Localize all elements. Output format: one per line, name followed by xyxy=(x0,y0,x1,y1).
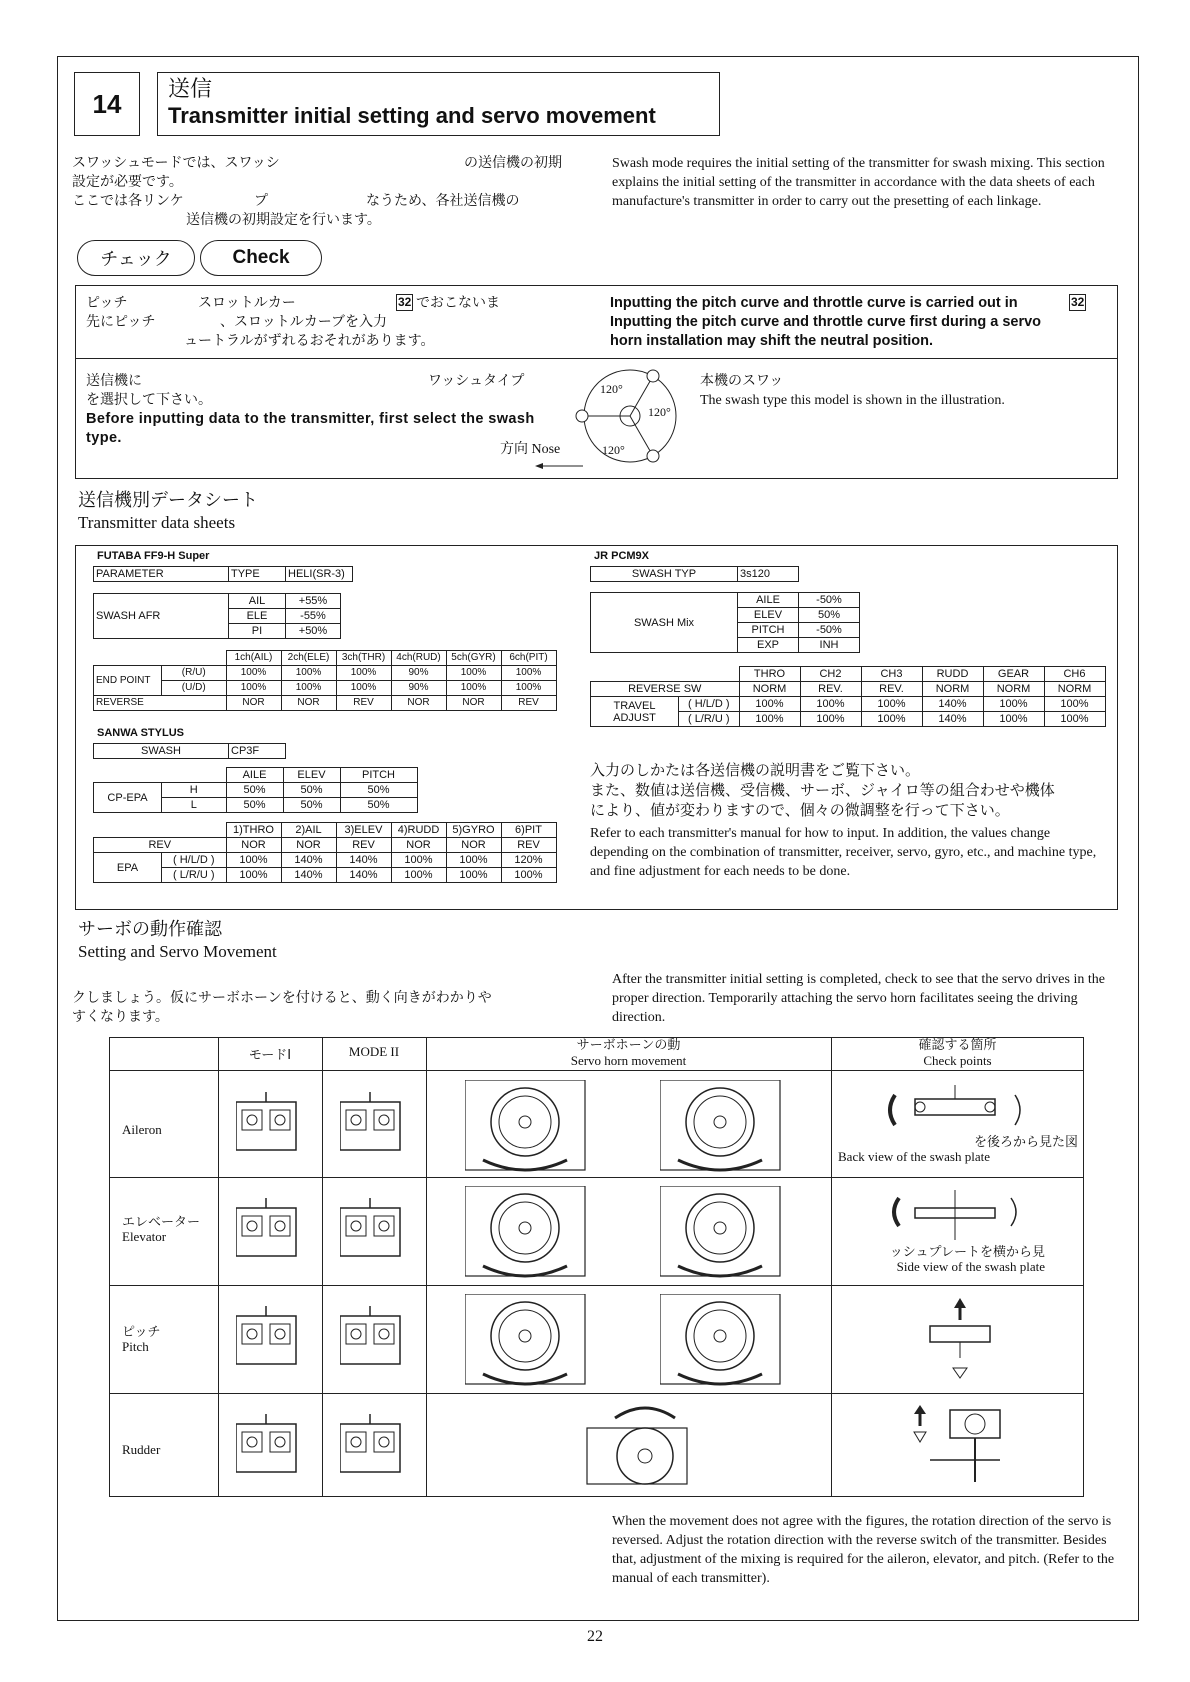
jr-mix-table xyxy=(590,592,860,653)
rev-5: NOR xyxy=(446,696,501,711)
futaba-afr: SWASH AFR xyxy=(94,594,229,639)
jr-mix-pitch: PITCH xyxy=(738,623,799,638)
jrhld-1: 100% xyxy=(739,697,800,712)
ep-ru-4: 90% xyxy=(391,666,446,681)
jr-swash-typ: SWASH TYP xyxy=(591,567,738,582)
check-divider xyxy=(75,358,1118,359)
futaba-ch4: 4ch(RUD) xyxy=(391,651,446,666)
intro-jp-6: なうため、各社送信機の xyxy=(366,193,520,209)
futaba-ch1: 1ch(AIL) xyxy=(226,651,281,666)
intro-jp-3: 設定が必要です。 xyxy=(72,174,183,190)
sanwa-swash-val: CP3F xyxy=(229,744,286,759)
afr-pi: PI xyxy=(229,624,286,639)
rev-2: NOR xyxy=(281,696,336,711)
jrlru-2: 100% xyxy=(800,712,861,727)
swash-pitch-view-icon xyxy=(910,1298,1010,1383)
slru-3: 140% xyxy=(336,868,391,883)
l-2: 50% xyxy=(283,798,340,813)
tail-rotor-view-icon xyxy=(900,1400,1020,1490)
jr-ch2: CH2 xyxy=(800,667,861,682)
futaba-afr-table xyxy=(93,593,341,639)
sanwa-col-aile: AILE xyxy=(226,768,283,783)
sanwa-cpepa: CP-EPA xyxy=(94,783,162,813)
sanwa-epa: EPA xyxy=(94,853,162,883)
jr-mix-exp: EXP xyxy=(738,638,799,653)
slru-1: 100% xyxy=(226,868,281,883)
swash-right-en: The swash type this model is shown in the illustration. xyxy=(700,393,1005,408)
tx-aileron-mode1-icon xyxy=(236,1092,306,1154)
col-mode1: モードⅠ xyxy=(248,1048,292,1063)
sanwa-l: L xyxy=(162,798,227,813)
futaba-ru: (R/U) xyxy=(162,666,227,681)
swash-back-view-icon xyxy=(885,1085,1025,1140)
sanwa-col-pitch: PITCH xyxy=(340,768,417,783)
tx-aileron-mode2-icon xyxy=(340,1092,410,1154)
col-mode2: MODE II xyxy=(348,1044,400,1059)
nose-label: 方向 Nose xyxy=(500,442,561,457)
rev-6: REV xyxy=(501,696,556,711)
servo-footer-en: When the movement does not agree with the figures, the rotation direction of the servo is reversed. Adjust the rotation direction with the reverse switch of the transmitter. Besides that, adjustment of the mixing is required for the aileron, elevator, and pitch. (Refer to the manual of each transmitter). xyxy=(612,1514,1115,1586)
jr-mix: SWASH Mix xyxy=(591,593,738,653)
col-horn-en: Servo horn movement xyxy=(570,1053,687,1068)
note-jp-2: また、数値は送信機、受信機、サーボ、ジャイロ等の組合わせや機体 xyxy=(590,781,1055,799)
shld-1: 100% xyxy=(226,853,281,868)
servo-elevator-1-icon xyxy=(465,1186,595,1281)
srev-3: REV xyxy=(336,838,391,853)
ep-ud-2: 100% xyxy=(281,681,336,696)
swash-en: Before inputting data to the transmitter, first select the swash type. xyxy=(86,411,535,446)
srev-2: NOR xyxy=(281,838,336,853)
jrrev-1: NORM xyxy=(739,682,800,697)
jr-hld: ( H/L/D ) xyxy=(679,697,740,712)
col-check-en: Check points xyxy=(923,1053,992,1068)
sanwa-epa-table xyxy=(93,822,557,883)
futaba-reverse: REVERSE xyxy=(94,696,227,711)
rev-3: REV xyxy=(336,696,391,711)
jr-mix-aile: AILE xyxy=(738,593,799,608)
afr-ele: ELE xyxy=(229,609,286,624)
tx-pitch-mode1-icon xyxy=(236,1306,306,1368)
servo-pitch-1-icon xyxy=(465,1294,595,1389)
ep-ud-3: 100% xyxy=(336,681,391,696)
sanwa-ch4: 4)RUDD xyxy=(391,823,446,838)
row-pitch-en: Pitch xyxy=(122,1339,149,1354)
afr-ail-val: +55% xyxy=(286,594,341,609)
jr-swash-table xyxy=(590,566,799,582)
futaba-type: TYPE xyxy=(229,567,286,582)
jr-mix-elev: ELEV xyxy=(738,608,799,623)
futaba-endpoint: END POINT xyxy=(94,666,162,696)
futaba-ch2: 2ch(ELE) xyxy=(281,651,336,666)
row-aileron: Aileron xyxy=(122,1122,162,1137)
jr-swash-typ-val: 3s120 xyxy=(738,567,799,582)
row-rudder: Rudder xyxy=(122,1442,161,1457)
check-jp-6: ュートラルがずれるおそれがあります。 xyxy=(184,333,435,349)
row-pitch xyxy=(122,1326,160,1354)
servo-elevator-2-icon xyxy=(660,1186,790,1281)
servo-desc-jp-2: すくなります。 xyxy=(72,1009,169,1025)
srev-6: REV xyxy=(501,838,556,853)
futaba-ch6: 6ch(PIT) xyxy=(501,651,556,666)
datasheets-title-en: Transmitter data sheets xyxy=(78,513,236,532)
jr-ch6: CH6 xyxy=(1044,667,1105,682)
jrlru-5: 100% xyxy=(983,712,1044,727)
title-en: Transmitter initial setting and servo movement xyxy=(168,103,656,128)
srev-1: NOR xyxy=(226,838,281,853)
sanwa-lru: ( L/R/U ) xyxy=(162,868,227,883)
futaba-type-val: HELI(SR-3) xyxy=(286,567,353,582)
afr-pi-val: +50% xyxy=(286,624,341,639)
intro-jp-2: の送信機の初期 xyxy=(464,155,562,171)
tx-elevator-mode1-icon xyxy=(236,1198,306,1260)
tx-elevator-mode2-icon xyxy=(340,1198,410,1260)
angle-2: 120° xyxy=(648,405,671,419)
check-en-pill: Check xyxy=(200,240,322,276)
jr-ch5: GEAR xyxy=(983,667,1044,682)
sanwa-swash-table xyxy=(93,743,286,759)
futaba-param: PARAMETER xyxy=(94,567,229,582)
sanwa-cpepa-table xyxy=(93,767,418,813)
srev-5: NOR xyxy=(446,838,501,853)
jrlru-4: 140% xyxy=(922,712,983,727)
servo-aileron-1-icon xyxy=(465,1080,595,1175)
angle-3: 120° xyxy=(602,443,625,457)
jrlru-3: 100% xyxy=(861,712,922,727)
jrrev-6: NORM xyxy=(1044,682,1105,697)
shld-3: 140% xyxy=(336,853,391,868)
jr-note-jp xyxy=(590,760,1055,820)
check-jp-2: スロットルカー xyxy=(198,295,296,311)
rev-1: NOR xyxy=(226,696,281,711)
check-aileron-en: Back view of the swash plate xyxy=(838,1149,990,1164)
servo-aileron-2-icon xyxy=(660,1080,790,1175)
srev-4: NOR xyxy=(391,838,446,853)
futaba-ch3: 3ch(THR) xyxy=(336,651,391,666)
check-elevator xyxy=(845,1246,1045,1274)
ref-badge-en: 32 xyxy=(1071,295,1085,309)
l-3: 50% xyxy=(340,798,417,813)
note-jp-1: 入力のしかたは各送信機の説明書をご覧下さい。 xyxy=(590,761,921,779)
shld-4: 100% xyxy=(391,853,446,868)
sanwa-hld: ( H/L/D ) xyxy=(162,853,227,868)
sanwa-ch2: 2)AIL xyxy=(281,823,336,838)
servo-title-en: Setting and Servo Movement xyxy=(78,942,277,961)
servo-pitch-2-icon xyxy=(660,1294,790,1389)
check-aileron-jp: を後ろから見た図 xyxy=(973,1135,1078,1150)
jr-note-en: Refer to each transmitter's manual for how to input. In addition, the values change depending on the combination of transmitter, receiver, servo, gyro, etc., and machine type, and fine adjustment for each needs to be done. xyxy=(590,826,1097,879)
tx-pitch-mode2-icon xyxy=(340,1306,410,1368)
jrhld-3: 100% xyxy=(861,697,922,712)
jr-adjust: ADJUST xyxy=(613,711,656,724)
swash-jp-3: を選択して下さい。 xyxy=(86,392,212,408)
tx-rudder-mode2-icon xyxy=(340,1414,410,1476)
row-pitch-jp: ピッチ xyxy=(122,1325,161,1340)
jr-mix-aile-val: -50% xyxy=(799,593,860,608)
slru-2: 140% xyxy=(281,868,336,883)
ep-ud-5: 100% xyxy=(446,681,501,696)
check-en-1: Inputting the pitch curve and throttle curve is carried out in xyxy=(610,295,1018,311)
check-jp-3: でおこないま xyxy=(416,295,500,311)
jr-ch3: CH3 xyxy=(861,667,922,682)
intro-jp-5: プ xyxy=(254,193,268,209)
swash-jp-2: ワッシュタイプ xyxy=(428,373,525,389)
ep-ru-5: 100% xyxy=(446,666,501,681)
sanwa-swash: SWASH xyxy=(94,744,229,759)
col-horn-jp: サーボホーンの動 xyxy=(576,1038,681,1053)
servo-rudder-icon xyxy=(585,1398,705,1493)
swash-jp-1: 送信機に xyxy=(86,373,142,389)
jr-mix-pitch-val: -50% xyxy=(799,623,860,638)
futaba-ud: (U/D) xyxy=(162,681,227,696)
jr-name: JR PCM9X xyxy=(594,550,650,562)
angle-1: 120° xyxy=(600,382,623,396)
afr-ail: AIL xyxy=(229,594,286,609)
swash-right-jp: 本機のスワッ xyxy=(700,373,784,389)
futaba-name: FUTABA FF9-H Super xyxy=(97,550,210,562)
l-1: 50% xyxy=(226,798,283,813)
ep-ud-4: 90% xyxy=(391,681,446,696)
jr-reverse-sw: REVERSE SW xyxy=(591,682,740,697)
jrrev-4: NORM xyxy=(922,682,983,697)
check-elevator-en: Side view of the swash plate xyxy=(896,1259,1045,1274)
h-3: 50% xyxy=(340,783,417,798)
jr-mix-exp-val: INH xyxy=(799,638,860,653)
check-jp-5: 、スロットルカーブを入力 xyxy=(220,314,388,330)
ep-ud-1: 100% xyxy=(226,681,281,696)
sanwa-name: SANWA STYLUS xyxy=(97,727,184,739)
check-en-3: horn installation may shift the neutral position. xyxy=(610,333,934,349)
jrlru-6: 100% xyxy=(1044,712,1105,727)
ep-ru-3: 100% xyxy=(336,666,391,681)
sanwa-rev: REV xyxy=(94,838,227,853)
check-jp-1: ピッチ xyxy=(86,295,128,311)
jrhld-6: 100% xyxy=(1044,697,1105,712)
check-jp-4: 先にピッチ xyxy=(86,314,156,330)
jrhld-2: 100% xyxy=(800,697,861,712)
check-jp-pill: チェック xyxy=(77,240,195,276)
intro-jp-7: 送信機の初期設定を行います。 xyxy=(186,212,381,228)
col-check-jp: 確認する箇所 xyxy=(918,1038,997,1053)
intro-jp-1: スワッシュモードでは、スワッシ xyxy=(72,155,280,171)
shld-2: 140% xyxy=(281,853,336,868)
check-elevator-jp: ッシュプレートを横から見 xyxy=(889,1245,1045,1260)
ep-ru-6: 100% xyxy=(501,666,556,681)
sanwa-ch5: 5)GYRO xyxy=(446,823,501,838)
rev-4: NOR xyxy=(391,696,446,711)
jrlru-1: 100% xyxy=(739,712,800,727)
jrrev-5: NORM xyxy=(983,682,1044,697)
servo-desc-jp-1: クしましょう。仮にサーボホーンを付けると、動く向きがわかりや xyxy=(72,990,492,1006)
page-number: 22 xyxy=(587,1628,603,1645)
ref-badge: 32 xyxy=(398,295,412,309)
futaba-endpoint-table xyxy=(93,650,557,711)
ep-ru-2: 100% xyxy=(281,666,336,681)
row-elevator-jp: エレベーター xyxy=(122,1215,201,1230)
section-number: 14 xyxy=(74,72,140,136)
sanwa-col-elev: ELEV xyxy=(283,768,340,783)
check-en-2: Inputting the pitch curve and throttle curve first during a servo xyxy=(610,314,1042,330)
jr-ch4: RUDD xyxy=(922,667,983,682)
row-elevator-en: Elevator xyxy=(122,1229,167,1244)
col-horn xyxy=(426,1038,831,1068)
sanwa-ch3: 3)ELEV xyxy=(336,823,391,838)
intro-en: Swash mode requires the initial setting of the transmitter for swash mixing. This section explains the initial setting of the transmitter in accordance with the data sheets of each manufacture's transmitter in order to carry out the presetting of each linkage. xyxy=(612,156,1105,209)
section-title xyxy=(157,72,720,136)
servo-title-jp: サーボの動作確認 xyxy=(78,919,222,940)
h-1: 50% xyxy=(226,783,283,798)
jr-travel: TRAVEL xyxy=(613,699,656,712)
title-jp: 送信 xyxy=(168,77,213,102)
jr-channel-table xyxy=(590,666,1106,727)
sanwa-ch6: 6)PIT xyxy=(501,823,556,838)
futaba-param-table xyxy=(93,566,353,582)
jrrev-2: REV. xyxy=(800,682,861,697)
swash-side-view-icon xyxy=(885,1190,1025,1245)
note-jp-3: により、値が変わりますので、個々の微調整を行って下さい。 xyxy=(590,801,1010,819)
shld-6: 120% xyxy=(501,853,556,868)
jr-ch1: THRO xyxy=(739,667,800,682)
tx-rudder-mode1-icon xyxy=(236,1414,306,1476)
slru-5: 100% xyxy=(446,868,501,883)
datasheets-title-jp: 送信機別データシート xyxy=(78,490,258,511)
jr-mix-elev-val: 50% xyxy=(799,608,860,623)
jrhld-4: 140% xyxy=(922,697,983,712)
sanwa-ch1: 1)THRO xyxy=(226,823,281,838)
sanwa-h: H xyxy=(162,783,227,798)
servo-desc-en: After the transmitter initial setting is completed, check to see that the servo drives in the proper direction. Temporarily attaching the servo horn facilitates seeing the driving direction. xyxy=(612,972,1105,1025)
col-check xyxy=(831,1038,1084,1068)
check-aileron xyxy=(838,1136,1078,1164)
ep-ru-1: 100% xyxy=(226,666,281,681)
slru-4: 100% xyxy=(391,868,446,883)
shld-5: 100% xyxy=(446,853,501,868)
intro-jp-4: ここでは各リンケ xyxy=(72,193,184,209)
row-elevator xyxy=(122,1216,200,1244)
afr-ele-val: -55% xyxy=(286,609,341,624)
jrrev-3: REV. xyxy=(861,682,922,697)
jr-lru: ( L/R/U ) xyxy=(679,712,740,727)
futaba-ch5: 5ch(GYR) xyxy=(446,651,501,666)
jrhld-5: 100% xyxy=(983,697,1044,712)
slru-6: 100% xyxy=(501,868,556,883)
ep-ud-6: 100% xyxy=(501,681,556,696)
h-2: 50% xyxy=(283,783,340,798)
